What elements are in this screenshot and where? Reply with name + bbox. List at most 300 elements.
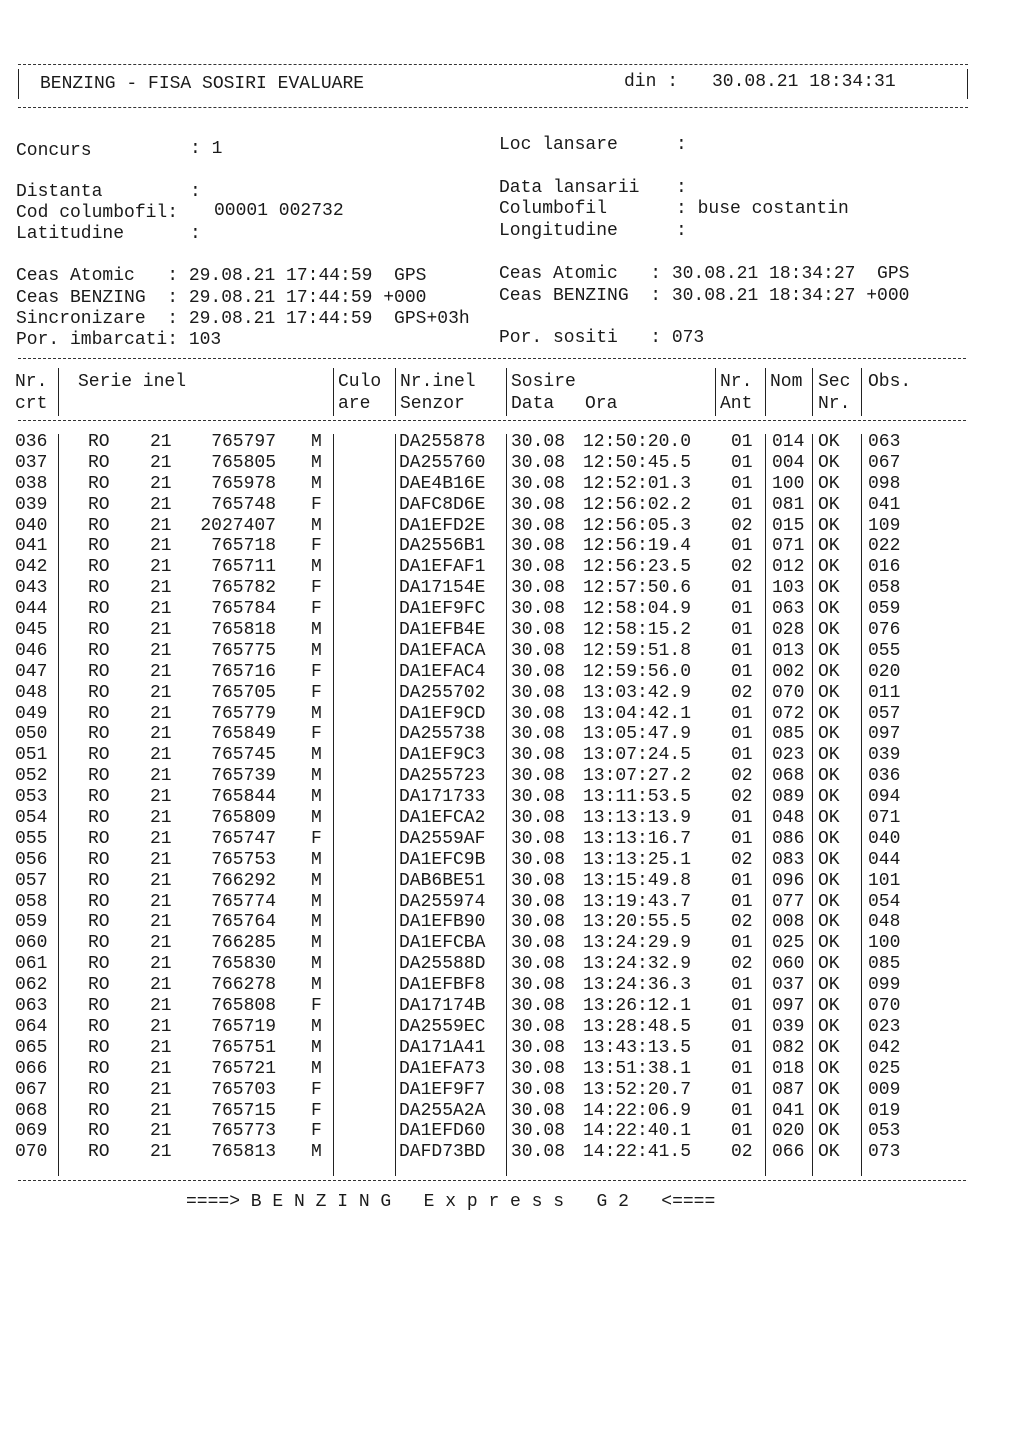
- concurs-label: Concurs: [16, 141, 92, 161]
- cell-nr: 066: [15, 1058, 48, 1079]
- cell-sec: OK: [818, 724, 840, 745]
- table-row: [0, 892, 1024, 913]
- cell-ora: 13:19:43.7: [583, 891, 692, 912]
- cell-ant: 01: [731, 703, 753, 724]
- cell-senzor: DA255723: [399, 766, 486, 787]
- cell-nom: 072: [772, 703, 805, 724]
- cell-ora: 12:52:01.3: [583, 473, 692, 494]
- cell-data: 30.08: [511, 912, 566, 933]
- cell-data: 30.08: [511, 954, 566, 975]
- table-row: [0, 683, 1024, 704]
- cell-sex: M: [311, 640, 322, 661]
- cell-senzor: DAE4B16E: [399, 473, 486, 494]
- cell-sex: F: [311, 1121, 322, 1142]
- cell-nr: 063: [15, 996, 48, 1017]
- cell-tara: RO: [88, 996, 110, 1017]
- cell-data: 30.08: [511, 891, 566, 912]
- cell-inel: 765705: [211, 682, 276, 703]
- cell-nom: 012: [772, 557, 805, 578]
- cell-ora: 14:22:06.9: [583, 1100, 692, 1121]
- cell-sec: OK: [818, 640, 840, 661]
- table-row: [0, 536, 1024, 557]
- table-row: [0, 975, 1024, 996]
- cell-inel: 765784: [211, 599, 276, 620]
- cell-tara: RO: [88, 912, 110, 933]
- cell-an: 21: [150, 996, 172, 1017]
- col-sep: [333, 368, 334, 416]
- cell-ora: 13:24:32.9: [583, 954, 692, 975]
- col-ant-2: Ant: [720, 394, 753, 414]
- cell-sex: F: [311, 661, 322, 682]
- cell-nom: 089: [772, 787, 805, 808]
- cell-data: 30.08: [511, 703, 566, 724]
- cell-nom: 066: [772, 1142, 805, 1163]
- cell-tara: RO: [88, 578, 110, 599]
- cell-ant: 02: [731, 682, 753, 703]
- cell-obs: 016: [868, 557, 901, 578]
- cell-obs: 019: [868, 1100, 901, 1121]
- sincronizare: Sincronizare : 29.08.21 17:44:59 GPS+03h: [16, 309, 470, 329]
- cell-ant: 01: [731, 452, 753, 473]
- table-row: [0, 933, 1024, 954]
- table-row: [0, 829, 1024, 850]
- longitudine-label: Longitudine: [499, 221, 618, 241]
- cell-ora: 12:56:19.4: [583, 536, 692, 557]
- cell-inel: 765745: [211, 745, 276, 766]
- cell-tara: RO: [88, 891, 110, 912]
- cell-sex: M: [311, 912, 322, 933]
- cell-obs: 054: [868, 891, 901, 912]
- table-row: [0, 516, 1024, 537]
- cell-inel: 765748: [211, 494, 276, 515]
- cell-ant: 02: [731, 766, 753, 787]
- cell-nom: 060: [772, 954, 805, 975]
- cell-obs: 085: [868, 954, 901, 975]
- cell-nr: 048: [15, 682, 48, 703]
- cell-inel: 2027407: [200, 515, 276, 536]
- cell-an: 21: [150, 1016, 172, 1037]
- cell-an: 21: [150, 724, 172, 745]
- cell-sec: OK: [818, 599, 840, 620]
- cell-sec: OK: [818, 494, 840, 515]
- cell-ora: 13:07:27.2: [583, 766, 692, 787]
- cell-sec: OK: [818, 432, 840, 452]
- table-row: [0, 850, 1024, 871]
- cell-sex: M: [311, 620, 322, 641]
- cell-obs: 063: [868, 432, 901, 452]
- cell-nr: 045: [15, 620, 48, 641]
- cell-sec: OK: [818, 515, 840, 536]
- cell-ant: 02: [731, 1142, 753, 1163]
- cell-obs: 009: [868, 1079, 901, 1100]
- cell-senzor: DA1EFC9B: [399, 849, 486, 870]
- cell-senzor: DA1EFACA: [399, 640, 486, 661]
- cell-sec: OK: [818, 766, 840, 787]
- cell-ora: 12:57:50.6: [583, 578, 692, 599]
- cell-senzor: DA255702: [399, 682, 486, 703]
- col-sosire-data: Data: [511, 394, 555, 414]
- cell-senzor: DA1EFCBA: [399, 933, 486, 954]
- cell-ora: 13:07:24.5: [583, 745, 692, 766]
- ceas-benzing-end: Ceas BENZING : 30.08.21 18:34:27 +000: [499, 286, 910, 306]
- cell-sex: M: [311, 703, 322, 724]
- latitudine-value: :: [190, 224, 201, 244]
- cell-tara: RO: [88, 975, 110, 996]
- cell-obs: 071: [868, 808, 901, 829]
- cell-obs: 073: [868, 1142, 901, 1163]
- cell-sec: OK: [818, 996, 840, 1017]
- cell-inel: 765774: [211, 891, 276, 912]
- cell-sec: OK: [818, 452, 840, 473]
- cell-senzor: DA255878: [399, 432, 486, 452]
- col-nr: Nr.: [15, 372, 48, 392]
- col-serie-inel: Serie inel: [78, 372, 187, 392]
- cell-obs: 057: [868, 703, 901, 724]
- cell-tara: RO: [88, 494, 110, 515]
- cell-inel: 765716: [211, 661, 276, 682]
- cell-nom: 048: [772, 808, 805, 829]
- cell-senzor: DA1EFD60: [399, 1121, 486, 1142]
- cell-an: 21: [150, 975, 172, 996]
- cell-sex: M: [311, 787, 322, 808]
- cell-sec: OK: [818, 1058, 840, 1079]
- cell-senzor: DA171A41: [399, 1037, 486, 1058]
- cell-sex: M: [311, 808, 322, 829]
- cell-ora: 13:51:38.1: [583, 1058, 692, 1079]
- cell-sex: M: [311, 870, 322, 891]
- cell-data: 30.08: [511, 620, 566, 641]
- cell-sex: M: [311, 933, 322, 954]
- cell-obs: 097: [868, 724, 901, 745]
- cell-inel: 765849: [211, 724, 276, 745]
- cell-ant: 01: [731, 745, 753, 766]
- cell-sec: OK: [818, 808, 840, 829]
- cell-data: 30.08: [511, 1121, 566, 1142]
- cell-obs: 101: [868, 870, 901, 891]
- col-sec: Sec: [818, 372, 851, 392]
- cell-sec: OK: [818, 703, 840, 724]
- cell-an: 21: [150, 933, 172, 954]
- cell-nr: 058: [15, 891, 48, 912]
- cell-tara: RO: [88, 849, 110, 870]
- cell-sex: M: [311, 452, 322, 473]
- table-row: [0, 766, 1024, 787]
- cell-data: 30.08: [511, 1058, 566, 1079]
- cell-senzor: DA255A2A: [399, 1100, 486, 1121]
- cell-sec: OK: [818, 1121, 840, 1142]
- cell-nom: 081: [772, 494, 805, 515]
- cell-obs: 099: [868, 975, 901, 996]
- cell-nom: 083: [772, 849, 805, 870]
- cell-inel: 765753: [211, 849, 276, 870]
- cell-an: 21: [150, 515, 172, 536]
- table-row: [0, 432, 1024, 453]
- cell-obs: 076: [868, 620, 901, 641]
- cell-inel: 765797: [211, 432, 276, 452]
- cell-ora: 13:03:42.9: [583, 682, 692, 703]
- cell-senzor: DA2559EC: [399, 1016, 486, 1037]
- cell-sex: M: [311, 891, 322, 912]
- cell-an: 21: [150, 1079, 172, 1100]
- col-culoare: Culo: [338, 372, 382, 392]
- table-row: [0, 578, 1024, 599]
- cell-an: 21: [150, 578, 172, 599]
- col-nr-inel: Nr.inel: [400, 372, 476, 392]
- cell-an: 21: [150, 745, 172, 766]
- cell-ant: 02: [731, 787, 753, 808]
- cell-tara: RO: [88, 452, 110, 473]
- cell-tara: RO: [88, 1079, 110, 1100]
- cell-data: 30.08: [511, 828, 566, 849]
- cell-senzor: DA1EFB4E: [399, 620, 486, 641]
- cell-sec: OK: [818, 1079, 840, 1100]
- cell-sex: M: [311, 1016, 322, 1037]
- cell-data: 30.08: [511, 745, 566, 766]
- cell-tara: RO: [88, 933, 110, 954]
- cell-nr: 044: [15, 599, 48, 620]
- cell-sec: OK: [818, 620, 840, 641]
- cell-an: 21: [150, 599, 172, 620]
- table-top-rule: [18, 358, 966, 359]
- cell-obs: 042: [868, 1037, 901, 1058]
- cell-senzor: DA2559AF: [399, 828, 486, 849]
- col-crt: crt: [15, 394, 48, 414]
- cell-senzor: DA25588D: [399, 954, 486, 975]
- table-row: [0, 662, 1024, 683]
- col-nom: Nom: [770, 372, 803, 392]
- cell-data: 30.08: [511, 996, 566, 1017]
- footer-banner: ====> B E N Z I N G E x p r e s s G 2 <====: [186, 1192, 716, 1212]
- cell-tara: RO: [88, 432, 110, 452]
- cell-ant: 01: [731, 661, 753, 682]
- table-row: [0, 453, 1024, 474]
- cell-data: 30.08: [511, 870, 566, 891]
- cell-nr: 054: [15, 808, 48, 829]
- cell-nom: 063: [772, 599, 805, 620]
- cell-nom: 028: [772, 620, 805, 641]
- cell-an: 21: [150, 787, 172, 808]
- col-sep: [765, 368, 766, 416]
- table-row: [0, 704, 1024, 725]
- cell-an: 21: [150, 808, 172, 829]
- cell-an: 21: [150, 494, 172, 515]
- cell-obs: 040: [868, 828, 901, 849]
- cell-sec: OK: [818, 1100, 840, 1121]
- cell-inel: 765844: [211, 787, 276, 808]
- cell-senzor: DA1EFBF8: [399, 975, 486, 996]
- cell-ant: 01: [731, 828, 753, 849]
- cell-ant: 01: [731, 1016, 753, 1037]
- cell-ant: 01: [731, 1121, 753, 1142]
- cell-senzor: DA1EFD2E: [399, 515, 486, 536]
- cell-nom: 037: [772, 975, 805, 996]
- cell-nom: 085: [772, 724, 805, 745]
- cell-inel: 765805: [211, 452, 276, 473]
- cell-ant: 01: [731, 599, 753, 620]
- cell-tara: RO: [88, 473, 110, 494]
- cell-data: 30.08: [511, 682, 566, 703]
- cell-ora: 13:20:55.5: [583, 912, 692, 933]
- distanta-label: Distanta: [16, 182, 103, 202]
- cell-nr: 064: [15, 1016, 48, 1037]
- cell-sex: M: [311, 975, 322, 996]
- cell-sec: OK: [818, 975, 840, 996]
- col-sep: [506, 368, 507, 416]
- cell-senzor: DA171733: [399, 787, 486, 808]
- cell-inel: 765718: [211, 536, 276, 557]
- cell-nr: 040: [15, 515, 48, 536]
- distanta-value: :: [190, 182, 201, 202]
- cell-nr: 046: [15, 640, 48, 661]
- col-ant: Nr.: [720, 372, 753, 392]
- cell-inel: 765775: [211, 640, 276, 661]
- cell-nr: 068: [15, 1100, 48, 1121]
- cell-ora: 12:50:45.5: [583, 452, 692, 473]
- cell-nom: 070: [772, 682, 805, 703]
- cell-obs: 055: [868, 640, 901, 661]
- col-culoare-2: are: [338, 394, 371, 414]
- col-sep: [861, 368, 862, 416]
- cell-ant: 01: [731, 1100, 753, 1121]
- table-row: [0, 474, 1024, 495]
- cell-sec: OK: [818, 557, 840, 578]
- table-row: [0, 871, 1024, 892]
- cell-an: 21: [150, 452, 172, 473]
- col-sep: [715, 368, 716, 416]
- col-sep: [812, 368, 813, 416]
- cell-an: 21: [150, 849, 172, 870]
- cell-nr: 052: [15, 766, 48, 787]
- cell-ant: 02: [731, 849, 753, 870]
- cell-sex: M: [311, 745, 322, 766]
- cell-data: 30.08: [511, 599, 566, 620]
- cell-senzor: DA1EFA73: [399, 1058, 486, 1079]
- cell-ora: 13:52:20.7: [583, 1079, 692, 1100]
- cell-obs: 020: [868, 661, 901, 682]
- cell-inel: 765719: [211, 1016, 276, 1037]
- table-row: [0, 954, 1024, 975]
- cell-nr: 053: [15, 787, 48, 808]
- cell-data: 30.08: [511, 536, 566, 557]
- cell-ant: 01: [731, 432, 753, 452]
- cell-an: 21: [150, 640, 172, 661]
- cell-ora: 12:59:56.0: [583, 661, 692, 682]
- cell-ant: 01: [731, 1058, 753, 1079]
- cell-senzor: DA255738: [399, 724, 486, 745]
- table-row: [0, 996, 1024, 1017]
- latitudine-label: Latitudine: [16, 224, 125, 244]
- col-sec-2: Nr.: [818, 394, 851, 414]
- cell-senzor: DAFC8D6E: [399, 494, 486, 515]
- cell-obs: 048: [868, 912, 901, 933]
- cell-sec: OK: [818, 682, 840, 703]
- cell-sex: M: [311, 954, 322, 975]
- loc-lansare-value: :: [676, 135, 687, 155]
- cell-nom: 082: [772, 1037, 805, 1058]
- cell-nom: 097: [772, 996, 805, 1017]
- cell-nr: 043: [15, 578, 48, 599]
- cell-inel: 765782: [211, 578, 276, 599]
- arrivals-table: [0, 432, 1024, 1163]
- col-sosire-ora: Ora: [585, 394, 618, 414]
- ceas-atomic-end: Ceas Atomic : 30.08.21 18:34:27 GPS: [499, 264, 910, 284]
- cell-an: 21: [150, 473, 172, 494]
- cell-sex: M: [311, 849, 322, 870]
- cell-data: 30.08: [511, 640, 566, 661]
- cell-obs: 023: [868, 1016, 901, 1037]
- cell-sec: OK: [818, 1037, 840, 1058]
- cell-tara: RO: [88, 745, 110, 766]
- cell-tara: RO: [88, 599, 110, 620]
- table-row: [0, 1017, 1024, 1038]
- cell-inel: 765773: [211, 1121, 276, 1142]
- cell-ora: 12:58:15.2: [583, 620, 692, 641]
- cell-senzor: DA1EFAF1: [399, 557, 486, 578]
- cell-nr: 047: [15, 661, 48, 682]
- cell-data: 30.08: [511, 975, 566, 996]
- concurs-value: : 1: [190, 139, 223, 159]
- col-sep: [395, 368, 396, 416]
- cell-ant: 01: [731, 724, 753, 745]
- cell-data: 30.08: [511, 557, 566, 578]
- cell-ant: 01: [731, 1079, 753, 1100]
- cell-inel: 765715: [211, 1100, 276, 1121]
- cell-nom: 077: [772, 891, 805, 912]
- cell-ora: 12:56:23.5: [583, 557, 692, 578]
- cell-tara: RO: [88, 536, 110, 557]
- cell-nom: 096: [772, 870, 805, 891]
- cell-inel: 765703: [211, 1079, 276, 1100]
- cell-data: 30.08: [511, 724, 566, 745]
- cell-senzor: DA1EF9F7: [399, 1079, 486, 1100]
- cell-nr: 037: [15, 452, 48, 473]
- cell-obs: 059: [868, 599, 901, 620]
- col-sep: [58, 368, 59, 416]
- cell-data: 30.08: [511, 432, 566, 452]
- table-bottom-rule: [18, 1180, 966, 1181]
- header-left-border: [18, 69, 19, 99]
- header-right-border: [967, 69, 968, 99]
- cell-sex: F: [311, 494, 322, 515]
- cell-nom: 020: [772, 1121, 805, 1142]
- cell-tara: RO: [88, 515, 110, 536]
- cell-nom: 015: [772, 515, 805, 536]
- cell-sex: F: [311, 536, 322, 557]
- cell-obs: 025: [868, 1058, 901, 1079]
- cell-ant: 01: [731, 620, 753, 641]
- cell-tara: RO: [88, 766, 110, 787]
- cell-data: 30.08: [511, 933, 566, 954]
- cell-data: 30.08: [511, 1142, 566, 1163]
- cell-sec: OK: [818, 912, 840, 933]
- cell-nom: 100: [772, 473, 805, 494]
- cell-ora: 13:04:42.1: [583, 703, 692, 724]
- cell-ant: 01: [731, 933, 753, 954]
- cell-sec: OK: [818, 954, 840, 975]
- cell-data: 30.08: [511, 849, 566, 870]
- cell-senzor: DA1EFCA2: [399, 808, 486, 829]
- cell-data: 30.08: [511, 1016, 566, 1037]
- cell-sec: OK: [818, 473, 840, 494]
- cell-ant: 01: [731, 473, 753, 494]
- cell-ora: 12:50:20.0: [583, 432, 692, 452]
- cell-sex: F: [311, 599, 322, 620]
- cell-obs: 036: [868, 766, 901, 787]
- col-sosire: Sosire: [511, 372, 576, 392]
- cell-obs: 100: [868, 933, 901, 954]
- col-obs: Obs.: [868, 372, 912, 392]
- cell-sec: OK: [818, 828, 840, 849]
